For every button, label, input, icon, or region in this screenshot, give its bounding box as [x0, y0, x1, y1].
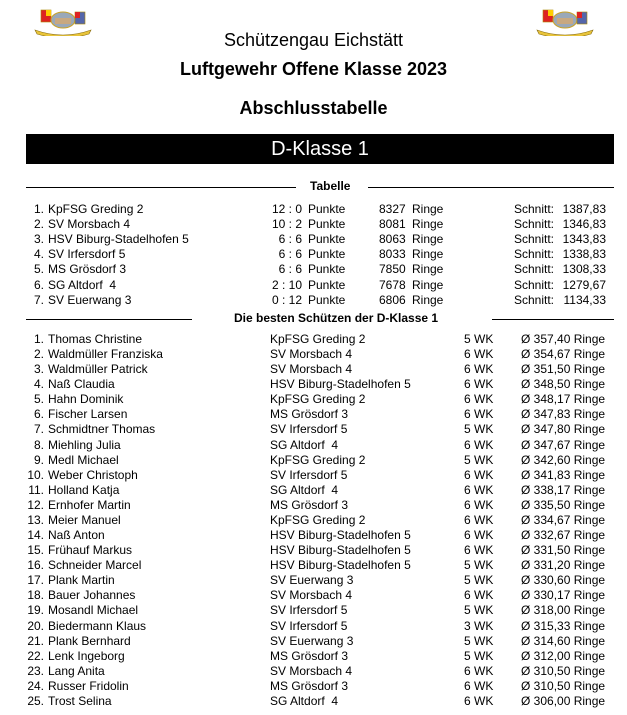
shooter-name: Naß Anton	[48, 528, 105, 543]
team-rank: 5.	[33, 262, 44, 277]
shooter-team: SV Euerwang 3	[270, 633, 354, 648]
team-average: 1279,67	[562, 277, 606, 292]
shooter-average: Ø 330,60 Ringe	[521, 573, 606, 588]
team-row	[0, 232, 627, 247]
shooter-name: Plank Martin	[48, 573, 115, 588]
team-rank: 6.	[33, 277, 44, 292]
shooter-competitions: 6 WK	[464, 497, 494, 512]
team-average: 1308,33	[562, 262, 606, 277]
shooter-row	[0, 679, 627, 694]
team-average: 1346,83	[562, 217, 606, 232]
shooter-rank: 19.	[27, 603, 44, 618]
shooter-rank: 24.	[27, 678, 44, 693]
avg-label: Schnitt:	[514, 262, 555, 277]
shooter-row	[0, 377, 627, 392]
document-subtitle: Abschlusstabelle	[239, 98, 388, 118]
team-points: 10 : 2	[271, 217, 302, 232]
shooter-row	[0, 468, 627, 483]
shooter-name: Russer Fridolin	[48, 678, 129, 693]
shooter-team: SV Irfersdorf 5	[270, 603, 348, 618]
team-row	[0, 217, 627, 232]
points-unit: Punkte	[308, 217, 346, 232]
shooter-row	[0, 332, 627, 347]
shooter-competitions: 6 WK	[464, 377, 494, 392]
rings-unit: Ringe	[412, 202, 444, 216]
shooter-rank: 15.	[27, 543, 44, 558]
rings-unit: Ringe	[412, 292, 444, 307]
shooter-name: Lang Anita	[48, 663, 105, 678]
shooter-competitions: 3 WK	[464, 618, 494, 633]
team-row	[0, 247, 627, 262]
shooter-row	[0, 498, 627, 513]
shooter-row	[0, 573, 627, 588]
shooter-team: KpFSG Greding 2	[270, 512, 366, 527]
shooter-average: Ø 312,00 Ringe	[521, 648, 606, 663]
team-points: 12 : 0	[271, 202, 302, 216]
shooter-name: Plank Bernhard	[48, 633, 131, 648]
shooter-rank: 2.	[33, 347, 44, 362]
shooter-name: Thomas Christine	[48, 332, 143, 346]
shooter-average: Ø 347,83 Ringe	[521, 407, 606, 422]
shooter-rank: 23.	[27, 663, 44, 678]
shooter-average: Ø 334,67 Ringe	[521, 512, 606, 527]
shooter-name: Bauer Johannes	[48, 588, 136, 603]
team-points: 6 : 6	[278, 232, 302, 247]
shooter-competitions: 6 WK	[464, 437, 494, 452]
shooter-average: Ø 330,17 Ringe	[521, 588, 606, 603]
team-average: 1387,83	[562, 202, 606, 216]
shooter-name: Fischer Larsen	[48, 407, 128, 422]
team-row	[0, 293, 627, 308]
shooter-row	[0, 543, 627, 558]
shooter-competitions: 5 WK	[464, 603, 494, 618]
team-rings: 8327	[379, 202, 406, 216]
shooter-team: MS Grösdorf 3	[270, 407, 349, 422]
shooter-team: HSV Biburg-Stadelhofen 5	[270, 377, 411, 392]
team-rank: 3.	[33, 232, 44, 247]
team-name: SV Euerwang 3	[48, 292, 132, 307]
shooter-name: Schmidtner Thomas	[48, 422, 156, 437]
shooter-rank: 13.	[27, 512, 44, 527]
shooter-competitions: 6 WK	[464, 693, 494, 708]
shooter-competitions: 5 WK	[464, 452, 494, 467]
team-average: 1343,83	[562, 232, 606, 247]
shooter-team: SV Morsbach 4	[270, 663, 353, 678]
shooter-average: Ø 341,83 Ringe	[521, 467, 606, 482]
team-rank: 7.	[33, 292, 44, 307]
shooter-name: Waldmüller Patrick	[48, 362, 148, 377]
team-name: SG Altdorf 4	[48, 277, 117, 292]
points-unit: Punkte	[308, 292, 346, 307]
shooter-rank: 6.	[33, 407, 44, 422]
rings-unit: Ringe	[412, 277, 444, 292]
team-rings: 8063	[379, 232, 406, 247]
points-unit: Punkte	[308, 277, 346, 292]
shooter-rank: 10.	[27, 467, 44, 482]
shooter-team: HSV Biburg-Stadelhofen 5	[270, 543, 411, 558]
shooter-competitions: 6 WK	[464, 482, 494, 497]
shooter-row	[0, 362, 627, 377]
shooter-rank: 14.	[27, 528, 44, 543]
shooter-row	[0, 513, 627, 528]
shooter-competitions: 6 WK	[464, 588, 494, 603]
shooter-competitions: 6 WK	[464, 663, 494, 678]
divider-line	[26, 187, 296, 188]
table-section-heading: Tabelle	[310, 179, 351, 193]
shooter-name: Frühauf Markus	[48, 543, 133, 558]
shooter-team: SV Morsbach 4	[270, 588, 353, 603]
divider-line	[368, 187, 614, 188]
team-points: 2 : 10	[271, 277, 302, 292]
shooter-name: Trost Selina	[48, 693, 112, 708]
shooter-average: Ø 338,17 Ringe	[521, 482, 606, 497]
shooter-team: SV Irfersdorf 5	[270, 422, 348, 437]
shooter-row	[0, 619, 627, 634]
shooter-row	[0, 528, 627, 543]
shooter-team: HSV Biburg-Stadelhofen 5	[270, 558, 411, 573]
shooter-average: Ø 348,50 Ringe	[521, 377, 606, 392]
avg-label: Schnitt:	[514, 217, 555, 232]
shooter-rank: 12.	[27, 497, 44, 512]
shooter-name: Waldmüller Franziska	[48, 347, 163, 362]
shooter-name: Medl Michael	[48, 452, 119, 467]
team-rings: 6806	[379, 292, 406, 307]
document-title: Luftgewehr Offene Klasse 2023	[179, 59, 448, 79]
team-name: MS Grösdorf 3	[48, 262, 127, 277]
shooter-competitions: 6 WK	[464, 528, 494, 543]
shooter-team: SV Euerwang 3	[270, 573, 354, 588]
team-name: KpFSG Greding 2	[48, 202, 144, 216]
shooter-average: Ø 310,50 Ringe	[521, 663, 606, 678]
shooter-average: Ø 342,60 Ringe	[521, 452, 606, 467]
shooter-rank: 22.	[27, 648, 44, 663]
shooter-team: MS Grösdorf 3	[270, 648, 349, 663]
shooter-row	[0, 588, 627, 603]
shooter-row	[0, 649, 627, 664]
team-row	[0, 278, 627, 293]
team-row	[0, 202, 627, 217]
rings-unit: Ringe	[412, 247, 444, 262]
shooter-team: MS Grösdorf 3	[270, 497, 349, 512]
shooter-average: Ø 331,50 Ringe	[521, 543, 606, 558]
shooter-team: MS Grösdorf 3	[270, 678, 349, 693]
shooter-competitions: 6 WK	[464, 347, 494, 362]
divider-line	[492, 319, 614, 320]
shooter-rank: 7.	[33, 422, 44, 437]
shooter-team: SV Morsbach 4	[270, 362, 353, 377]
shooter-average: Ø 347,80 Ringe	[521, 422, 606, 437]
shooter-average: Ø 354,67 Ringe	[521, 347, 606, 362]
table-section-divider	[26, 179, 614, 195]
rings-unit: Ringe	[412, 262, 444, 277]
shooter-competitions: 6 WK	[464, 543, 494, 558]
shooter-average: Ø 318,00 Ringe	[521, 603, 606, 618]
shooter-competitions: 6 WK	[464, 512, 494, 527]
shooter-rank: 25.	[27, 693, 44, 708]
shooter-rank: 1.	[33, 332, 44, 346]
shooter-row	[0, 347, 627, 362]
shooter-competitions: 6 WK	[464, 678, 494, 693]
shooter-name: Schneider Marcel	[48, 558, 142, 573]
shooter-name: Weber Christoph	[48, 467, 138, 482]
shooter-row	[0, 694, 627, 709]
shooter-row	[0, 634, 627, 649]
rings-unit: Ringe	[412, 217, 444, 232]
team-rank: 2.	[33, 217, 44, 232]
shooter-row	[0, 558, 627, 573]
points-unit: Punkte	[308, 202, 346, 216]
shooter-name: Hahn Dominik	[48, 392, 124, 407]
shooter-rank: 4.	[33, 377, 44, 392]
team-name: HSV Biburg-Stadelhofen 5	[48, 232, 189, 247]
shooter-name: Ernhofer Martin	[48, 497, 131, 512]
shooter-rank: 18.	[27, 588, 44, 603]
shooter-average: Ø 331,20 Ringe	[521, 558, 606, 573]
shooter-rank: 5.	[33, 392, 44, 407]
shooter-row	[0, 664, 627, 679]
shooter-team: KpFSG Greding 2	[270, 392, 366, 407]
shooter-average: Ø 335,50 Ringe	[521, 497, 606, 512]
shooter-competitions: 5 WK	[464, 332, 494, 346]
shooter-average: Ø 348,17 Ringe	[521, 392, 606, 407]
team-rings: 8033	[379, 247, 406, 262]
shooter-rank: 16.	[27, 558, 44, 573]
shooter-team: SV Morsbach 4	[270, 347, 353, 362]
points-unit: Punkte	[308, 262, 346, 277]
shooter-team: SV Irfersdorf 5	[270, 467, 348, 482]
shooter-row	[0, 483, 627, 498]
avg-label: Schnitt:	[514, 277, 555, 292]
shooter-rank: 3.	[33, 362, 44, 377]
shooter-team: KpFSG Greding 2	[270, 332, 366, 346]
shooter-name: Mosandl Michael	[48, 603, 139, 618]
avg-label: Schnitt:	[514, 247, 555, 262]
shooter-average: Ø 306,00 Ringe	[521, 693, 606, 708]
shooter-average: Ø 314,60 Ringe	[521, 633, 606, 648]
shooter-row	[0, 438, 627, 453]
avg-label: Schnitt:	[514, 232, 555, 247]
shooter-row	[0, 407, 627, 422]
shooter-name: Meier Manuel	[48, 512, 121, 527]
avg-label: Schnitt:	[514, 202, 555, 216]
shooter-rank: 8.	[33, 437, 44, 452]
team-rings: 8081	[379, 217, 406, 232]
shooter-competitions: 5 WK	[464, 648, 494, 663]
shooter-average: Ø 315,33 Ringe	[521, 618, 606, 633]
team-rank: 1.	[33, 202, 44, 216]
team-points: 6 : 6	[278, 262, 302, 277]
shooter-average: Ø 332,67 Ringe	[521, 528, 606, 543]
shooter-average: Ø 351,50 Ringe	[521, 362, 606, 377]
shooter-name: Naß Claudia	[48, 377, 115, 392]
shooter-average: Ø 347,67 Ringe	[521, 437, 606, 452]
shooter-row	[0, 422, 627, 437]
shooter-name: Holland Katja	[48, 482, 120, 497]
shooter-team: SG Altdorf 4	[270, 482, 339, 497]
shooter-competitions: 6 WK	[464, 362, 494, 377]
class-banner: D-Klasse 1	[26, 134, 614, 164]
shooter-team: KpFSG Greding 2	[270, 452, 366, 467]
team-average: 1338,83	[562, 247, 606, 262]
shooter-rank: 9.	[33, 452, 44, 467]
points-unit: Punkte	[308, 232, 346, 247]
team-row	[0, 262, 627, 277]
shooter-row	[0, 603, 627, 618]
shooter-name: Miehling Julia	[48, 437, 121, 452]
shooter-team: SG Altdorf 4	[270, 437, 339, 452]
shooter-row	[0, 392, 627, 407]
shooter-competitions: 6 WK	[464, 407, 494, 422]
shooter-rank: 21.	[27, 633, 44, 648]
shooters-section-heading: Die besten Schützen der D-Klasse 1	[234, 311, 439, 325]
avg-label: Schnitt:	[514, 292, 555, 307]
shooter-rank: 17.	[27, 573, 44, 588]
team-rank: 4.	[33, 247, 44, 262]
points-unit: Punkte	[308, 247, 346, 262]
team-rings: 7850	[379, 262, 406, 277]
shooters-section-divider	[26, 311, 614, 327]
divider-line	[26, 319, 192, 320]
rings-unit: Ringe	[412, 232, 444, 247]
shooter-competitions: 5 WK	[464, 422, 494, 437]
shooter-average: Ø 310,50 Ringe	[521, 678, 606, 693]
shooter-team: SG Altdorf 4	[270, 693, 339, 708]
shooter-row	[0, 453, 627, 468]
shooter-average: Ø 357,40 Ringe	[521, 332, 606, 346]
shooter-competitions: 6 WK	[464, 467, 494, 482]
shooter-rank: 20.	[27, 618, 44, 633]
shooter-team: SV Irfersdorf 5	[270, 618, 348, 633]
team-rings: 7678	[379, 277, 406, 292]
shooter-name: Biedermann Klaus	[48, 618, 147, 633]
team-points: 6 : 6	[278, 247, 302, 262]
team-points: 0 : 12	[271, 292, 302, 307]
team-name: SV Morsbach 4	[48, 217, 131, 232]
shooter-competitions: 6 WK	[464, 392, 494, 407]
shooter-competitions: 5 WK	[464, 558, 494, 573]
organization-name: Schützengau Eichstätt	[223, 30, 404, 50]
shooter-rank: 11.	[28, 482, 44, 497]
team-average: 1134,33	[563, 292, 606, 307]
shooter-competitions: 5 WK	[464, 633, 494, 648]
shooter-name: Lenk Ingeborg	[48, 648, 125, 663]
shooter-competitions: 5 WK	[464, 573, 494, 588]
team-name: SV Irfersdorf 5	[48, 247, 126, 262]
shooter-team: HSV Biburg-Stadelhofen 5	[270, 528, 411, 543]
